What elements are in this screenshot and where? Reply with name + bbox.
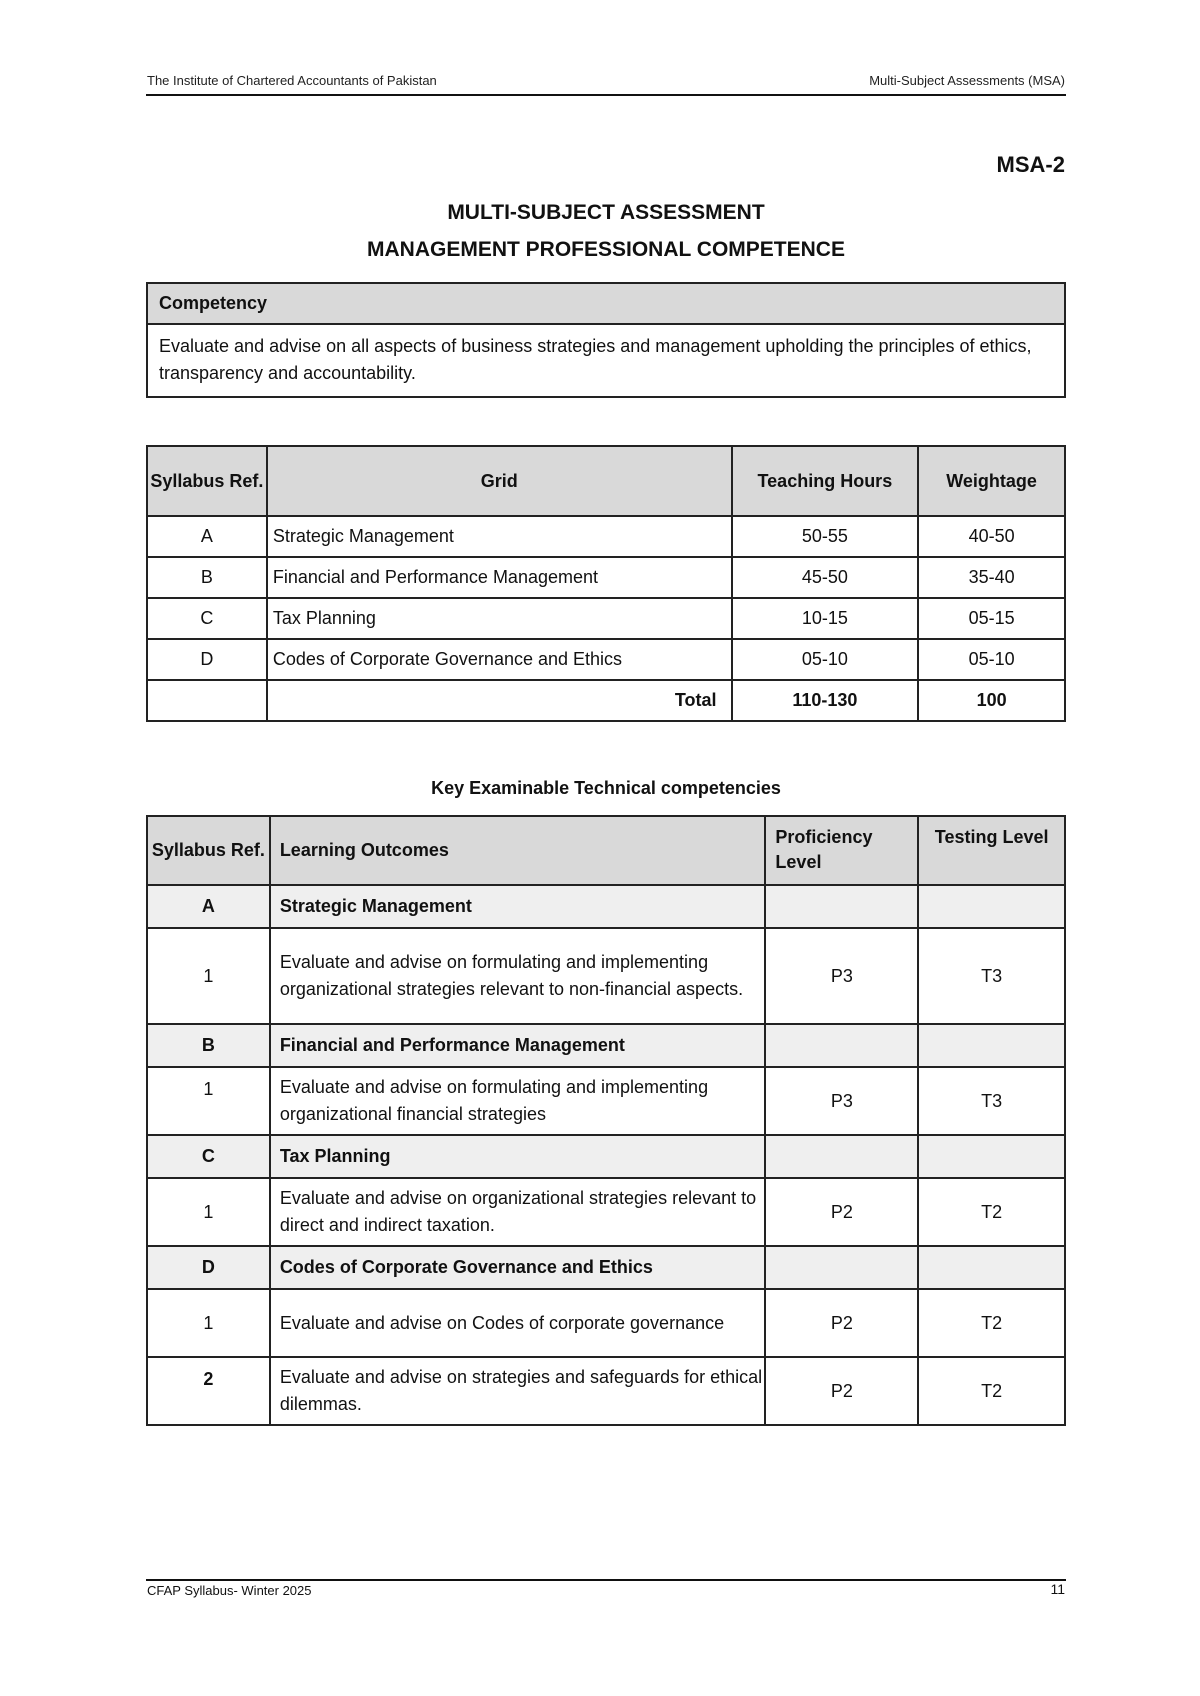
grid-area: Financial and Performance Management (267, 557, 732, 598)
outcome-testing: T3 (918, 1067, 1065, 1135)
grid-total-empty (147, 680, 267, 721)
outcome-ref: 1 (147, 1178, 270, 1246)
section-ref: C (147, 1135, 270, 1178)
grid-table (146, 445, 1066, 722)
header-divider (146, 94, 1066, 96)
grid-total-weightage: 100 (918, 680, 1065, 721)
grid-row (147, 598, 1065, 639)
grid-total-label: Total (267, 680, 732, 721)
section-empty (765, 1135, 918, 1178)
grid-hours: 45-50 (732, 557, 919, 598)
grid-hours: 50-55 (732, 516, 919, 557)
outcome-text: Evaluate and advise on Codes of corporate governance (270, 1289, 766, 1357)
outcome-proficiency: P2 (765, 1357, 918, 1425)
grid-weightage: 05-15 (918, 598, 1065, 639)
outcome-testing: T3 (918, 928, 1065, 1024)
grid-total-hours: 110-130 (732, 680, 919, 721)
section-row (147, 885, 1065, 928)
grid-weightage: 05-10 (918, 639, 1065, 680)
section-ref: B (147, 1024, 270, 1067)
grid-ref: B (147, 557, 267, 598)
outcomes-header-testing: Testing Level (918, 816, 1065, 885)
outcome-row (147, 1357, 1065, 1425)
grid-area: Codes of Corporate Governance and Ethics (267, 639, 732, 680)
outcome-text: Evaluate and advise on formulating and implementing organizational financial strategies (270, 1067, 766, 1135)
outcome-text: Evaluate and advise on strategies and safeguards for ethical dilemmas. (270, 1357, 766, 1425)
outcomes-table (146, 815, 1066, 1426)
section-empty (765, 1246, 918, 1289)
outcome-proficiency: P2 (765, 1178, 918, 1246)
competency-text: Evaluate and advise on all aspects of business strategies and management upholding the principles of ethics, transparency and accountability. (147, 324, 1065, 397)
outcomes-header-proficiency: Proficiency Level (765, 816, 918, 885)
section-empty (918, 885, 1065, 928)
section-title: Tax Planning (270, 1135, 766, 1178)
page-subtitle: MANAGEMENT PROFESSIONAL COMPETENCE (367, 238, 845, 261)
header-institute: The Institute of Chartered Accountants of Pakistan (147, 73, 437, 88)
section-empty (918, 1024, 1065, 1067)
section-title: Strategic Management (270, 885, 766, 928)
competency-box (146, 282, 1066, 398)
grid-weightage: 35-40 (918, 557, 1065, 598)
outcome-ref: 1 (147, 928, 270, 1024)
outcomes-header-outcome: Learning Outcomes (270, 816, 766, 885)
outcome-proficiency: P3 (765, 1067, 918, 1135)
grid-row (147, 557, 1065, 598)
outcome-ref: 1 (147, 1067, 270, 1135)
outcome-row (147, 1067, 1065, 1135)
outcome-testing: T2 (918, 1357, 1065, 1425)
grid-header-hours: Teaching Hours (732, 446, 919, 516)
section-row (147, 1024, 1065, 1067)
footer-divider (146, 1579, 1066, 1581)
grid-header-grid: Grid (267, 446, 732, 516)
outcome-row (147, 928, 1065, 1024)
section-row (147, 1135, 1065, 1178)
outcomes-header-row (147, 816, 1065, 885)
grid-total-row (147, 680, 1065, 721)
section-title: Financial and Performance Management (270, 1024, 766, 1067)
outcomes-header-ref: Syllabus Ref. (147, 816, 270, 885)
section-empty (765, 885, 918, 928)
outcome-row (147, 1289, 1065, 1357)
grid-header-ref: Syllabus Ref. (147, 446, 267, 516)
section-ref: D (147, 1246, 270, 1289)
page-title: MULTI-SUBJECT ASSESSMENT (447, 201, 765, 224)
outcome-text: Evaluate and advise on formulating and implementing organizational strategies relevant to non-financial aspects. (270, 928, 766, 1024)
key-competencies-title: Key Examinable Technical competencies (431, 778, 781, 798)
outcome-testing: T2 (918, 1289, 1065, 1357)
section-row (147, 1246, 1065, 1289)
grid-area: Tax Planning (267, 598, 732, 639)
page-number: 11 (1050, 1581, 1065, 1597)
grid-weightage: 40-50 (918, 516, 1065, 557)
outcome-testing: T2 (918, 1178, 1065, 1246)
grid-header-weightage: Weightage (918, 446, 1065, 516)
section-empty (765, 1024, 918, 1067)
outcome-proficiency: P2 (765, 1289, 918, 1357)
grid-ref: A (147, 516, 267, 557)
section-empty (918, 1246, 1065, 1289)
assessment-code: MSA-2 (996, 152, 1065, 177)
header-section: Multi-Subject Assessments (MSA) (869, 73, 1065, 88)
competency-heading: Competency (147, 283, 1065, 324)
section-title: Codes of Corporate Governance and Ethics (270, 1246, 766, 1289)
grid-header-row (147, 446, 1065, 516)
grid-area: Strategic Management (267, 516, 732, 557)
grid-row (147, 516, 1065, 557)
grid-ref: D (147, 639, 267, 680)
grid-hours: 05-10 (732, 639, 919, 680)
grid-hours: 10-15 (732, 598, 919, 639)
outcome-proficiency: P3 (765, 928, 918, 1024)
grid-row (147, 639, 1065, 680)
section-empty (918, 1135, 1065, 1178)
section-ref: A (147, 885, 270, 928)
outcome-ref: 1 (147, 1289, 270, 1357)
outcome-text: Evaluate and advise on organizational strategies relevant to direct and indirect taxation. (270, 1178, 766, 1246)
footer-syllabus: CFAP Syllabus- Winter 2025 (147, 1583, 312, 1598)
grid-ref: C (147, 598, 267, 639)
outcome-row (147, 1178, 1065, 1246)
outcome-ref: 2 (147, 1357, 270, 1425)
